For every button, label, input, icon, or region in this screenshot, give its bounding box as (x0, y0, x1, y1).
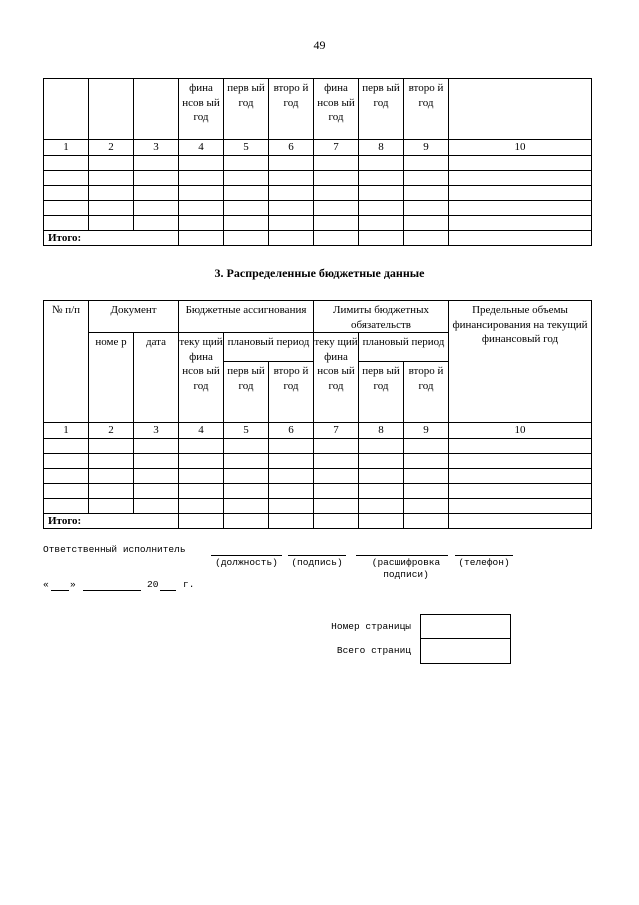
table-cell (89, 498, 134, 513)
table-cell (269, 155, 314, 170)
table-cell (449, 483, 592, 498)
table-cell (314, 453, 359, 468)
table-row (44, 468, 592, 483)
header-doc-number: номе р (89, 333, 134, 423)
table-cell (179, 170, 224, 185)
section-title: 3. Распределенные бюджетные данные (214, 266, 425, 280)
total-label: Итого: (44, 230, 179, 246)
header-limits: Лимиты бюджетных обязательств (314, 301, 449, 333)
header-document: Документ (89, 301, 179, 333)
table-cell (449, 438, 592, 453)
table-cell (314, 200, 359, 215)
table-cell (359, 200, 404, 215)
column-number: 9 (404, 140, 449, 156)
table-cell (404, 230, 449, 246)
column-number: 3 (134, 423, 179, 439)
distributed-budget-table (43, 300, 592, 529)
table-cell (404, 468, 449, 483)
table-cell (359, 185, 404, 200)
table-cell (449, 200, 592, 215)
table-cell (44, 200, 89, 215)
table-row (44, 438, 592, 453)
header-number: № п/п (44, 301, 89, 423)
header-second-year: второ й год (404, 362, 449, 423)
table-cell (359, 215, 404, 230)
table-cell (449, 498, 592, 513)
table-cell (314, 170, 359, 185)
table-cell (44, 483, 89, 498)
table-cell (269, 200, 314, 215)
table-cell (314, 483, 359, 498)
table-cell (224, 230, 269, 246)
table-cell (224, 468, 269, 483)
table-cell (224, 170, 269, 185)
table-cell (89, 200, 134, 215)
table-cell (404, 200, 449, 215)
header-limits-financing: Предельные объемы финансирования на текущий финансовый год (449, 301, 592, 423)
table-cell (269, 215, 314, 230)
table-cell (89, 483, 134, 498)
phone-line[interactable] (455, 555, 513, 556)
table-cell (89, 215, 134, 230)
table-cell (404, 513, 449, 529)
table-cell (224, 438, 269, 453)
column-number-row (44, 423, 592, 439)
header-cell (449, 79, 592, 140)
header-cell (134, 79, 179, 140)
table-cell (134, 170, 179, 185)
position-caption: (должность) (215, 557, 278, 568)
column-number: 6 (269, 423, 314, 439)
header-doc-date: дата (134, 333, 179, 423)
table-cell (179, 483, 224, 498)
table-cell (269, 483, 314, 498)
table-cell (404, 215, 449, 230)
table-cell (44, 438, 89, 453)
date-month-line[interactable] (83, 590, 141, 591)
column-number: 9 (404, 423, 449, 439)
date-year-line[interactable] (160, 590, 176, 591)
table-cell (179, 438, 224, 453)
signature-caption: (подпись) (291, 557, 343, 568)
table-cell (179, 185, 224, 200)
header-cell (44, 79, 89, 140)
table-cell (449, 155, 592, 170)
header-assignments: Бюджетные ассигнования (179, 301, 314, 333)
table-cell (179, 468, 224, 483)
table-cell (314, 468, 359, 483)
table-cell (44, 498, 89, 513)
table-cell (404, 185, 449, 200)
header-second-year: второ й год (404, 79, 449, 140)
continuation-table (43, 78, 592, 246)
table-cell (44, 468, 89, 483)
table-cell (359, 155, 404, 170)
table-cell (134, 185, 179, 200)
header-second-year: второ й год (269, 362, 314, 423)
header-first-year: перв ый год (224, 362, 269, 423)
date-year-prefix: 20 (147, 579, 159, 590)
table-cell (404, 155, 449, 170)
page-number: 49 (313, 38, 326, 52)
header-first-year: перв ый год (224, 79, 269, 140)
table-cell (269, 438, 314, 453)
column-number: 10 (449, 140, 592, 156)
column-number: 7 (314, 423, 359, 439)
table-row (44, 498, 592, 513)
table-cell (179, 155, 224, 170)
decode-caption: (расшифровка подписи) (371, 557, 441, 580)
table-cell (359, 453, 404, 468)
table-cell (179, 453, 224, 468)
table-cell (449, 170, 592, 185)
column-number: 1 (44, 140, 89, 156)
column-number: 5 (224, 423, 269, 439)
total-row (44, 513, 592, 529)
table-cell (134, 155, 179, 170)
table-cell (314, 438, 359, 453)
table-cell (404, 453, 449, 468)
column-number: 7 (314, 140, 359, 156)
table-cell (89, 170, 134, 185)
total-row (44, 230, 592, 246)
signature-line[interactable] (288, 555, 346, 556)
header-fin-year-text: фина нсов ый год (182, 350, 220, 392)
table-cell (404, 170, 449, 185)
table-cell (449, 453, 592, 468)
table-row (44, 453, 592, 468)
table-cell (224, 498, 269, 513)
table-cell (449, 185, 592, 200)
table-row (44, 155, 592, 170)
table-cell (179, 513, 224, 529)
table-row (44, 170, 592, 185)
decode-line[interactable] (356, 555, 448, 556)
table-cell (179, 498, 224, 513)
header-second-year: второ й год (269, 79, 314, 140)
table-cell (269, 230, 314, 246)
header-cell (89, 79, 134, 140)
column-number: 8 (359, 423, 404, 439)
table-cell (359, 438, 404, 453)
table-cell (404, 483, 449, 498)
table-cell (359, 498, 404, 513)
table-cell (404, 438, 449, 453)
table-cell (89, 468, 134, 483)
column-number: 1 (44, 423, 89, 439)
page-number-box[interactable] (420, 614, 511, 639)
table-cell (134, 438, 179, 453)
table-cell (314, 185, 359, 200)
table-cell (269, 185, 314, 200)
date-year-suffix: г. (183, 579, 195, 590)
column-number-row (44, 140, 592, 156)
total-label: Итого: (44, 513, 179, 529)
table-cell (134, 453, 179, 468)
table-cell (44, 453, 89, 468)
table-cell (359, 513, 404, 529)
table-cell (134, 468, 179, 483)
header-fin-year: фина нсов ый год (314, 79, 359, 140)
table-cell (89, 438, 134, 453)
column-number: 6 (269, 140, 314, 156)
table-cell (44, 215, 89, 230)
table-cell (224, 215, 269, 230)
date-close-quote: » (70, 579, 76, 590)
position-line[interactable] (211, 555, 282, 556)
column-number: 8 (359, 140, 404, 156)
total-pages-label: Всего страниц (336, 645, 411, 656)
table-cell (224, 155, 269, 170)
table-cell (89, 155, 134, 170)
table-row (44, 185, 592, 200)
header-planned-period: плановый период (359, 333, 449, 362)
table-cell (134, 215, 179, 230)
table-cell (224, 200, 269, 215)
table-row (44, 215, 592, 230)
table-cell (404, 498, 449, 513)
table-cell (359, 230, 404, 246)
table-cell (314, 230, 359, 246)
table-cell (269, 170, 314, 185)
header-first-year: перв ый год (359, 79, 404, 140)
table-cell (179, 215, 224, 230)
column-number: 2 (89, 423, 134, 439)
header-current-text: теку щий (314, 336, 358, 348)
table-cell (359, 468, 404, 483)
table-cell (44, 170, 89, 185)
table-cell (179, 200, 224, 215)
table-cell (44, 185, 89, 200)
table-cell (269, 453, 314, 468)
table-cell (269, 513, 314, 529)
table-cell (314, 155, 359, 170)
header-current-text: теку щий (179, 336, 223, 348)
column-number: 4 (179, 423, 224, 439)
table-cell (449, 215, 592, 230)
header-planned-period: плановый период (224, 333, 314, 362)
table-cell (134, 200, 179, 215)
table-cell (314, 513, 359, 529)
column-number: 5 (224, 140, 269, 156)
header-current (314, 333, 359, 423)
column-number: 2 (89, 140, 134, 156)
column-number: 4 (179, 140, 224, 156)
table-cell (134, 498, 179, 513)
date-field (43, 579, 213, 593)
total-pages-box[interactable] (420, 638, 511, 664)
header-fin-year-text: фина нсов ый год (317, 350, 355, 392)
table-cell (224, 483, 269, 498)
table-cell (449, 468, 592, 483)
header-fin-year: фина нсов ый год (179, 79, 224, 140)
date-open-quote: « (43, 579, 49, 590)
table-row (44, 483, 592, 498)
phone-caption: (телефон) (458, 557, 510, 568)
table-cell (134, 483, 179, 498)
table-cell (269, 468, 314, 483)
table-cell (44, 155, 89, 170)
table-cell (314, 498, 359, 513)
header-current (179, 333, 224, 423)
table-row (44, 200, 592, 215)
date-day-line[interactable] (51, 590, 69, 591)
table-cell (449, 513, 592, 529)
table-cell (314, 215, 359, 230)
table-cell (89, 453, 134, 468)
table-cell (269, 498, 314, 513)
table-cell (89, 185, 134, 200)
table-cell (179, 230, 224, 246)
table-cell (224, 453, 269, 468)
table-cell (449, 230, 592, 246)
column-number: 10 (449, 423, 592, 439)
page-number-label: Номер страницы (331, 621, 411, 632)
column-number: 3 (134, 140, 179, 156)
table-cell (224, 185, 269, 200)
header-first-year: перв ый год (359, 362, 404, 423)
table-cell (359, 170, 404, 185)
table-cell (224, 513, 269, 529)
table-cell (359, 483, 404, 498)
responsible-label: Ответственный исполнитель (43, 544, 186, 555)
